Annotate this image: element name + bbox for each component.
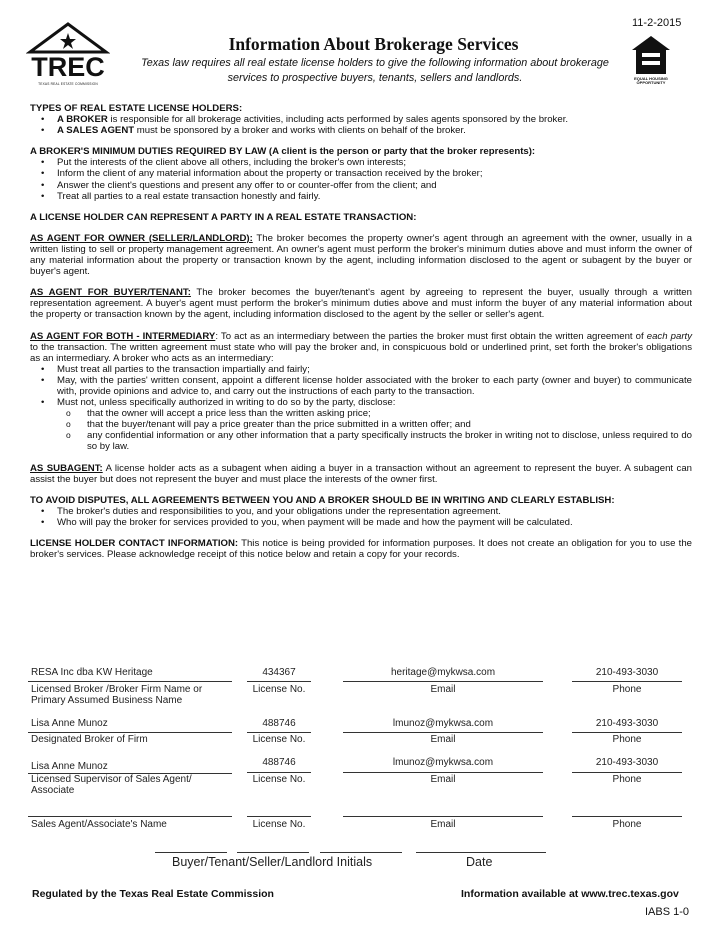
initials-line[interactable] — [237, 852, 309, 853]
email-label: Email — [430, 684, 456, 695]
list-item: • Put the interests of the client above all others, including the broker's own interests; — [57, 157, 692, 168]
footer-info: Information available at www.trec.texas.gov — [461, 888, 679, 900]
list-item: • The broker's duties and responsibilities to you, and your obligations under the representation agreement. — [57, 506, 692, 517]
buyer-agent-paragraph: AS AGENT FOR BUYER/TENANT: The broker becomes the buyer/tenant's agent by agreeing to represent the buyer, usually through a written representation agreement. A buyer's agent must perform the broker's minimum duties above and must inform the buyer of any material information about the property or transaction known by the agent, including information disclosed to the agent by the seller or seller's agent. — [30, 287, 692, 321]
sublist-item: o any confidential information or any other information that a party specifically instructs the broker in writing not to disclose, unless required to do so by law. — [87, 430, 692, 452]
list-item: • Must treat all parties to the transaction impartially and fairly; — [57, 364, 692, 375]
broker-firm-name-label: Licensed Broker /Broker Firm Name or Primary Assumed Business Name — [31, 684, 203, 706]
page-subtitle: Texas law requires all real estate license holders to give the following information about brokerage services to prospective buyers, tenants, sellers and landlords. — [141, 57, 609, 84]
initials-line[interactable] — [320, 852, 402, 853]
duties-heading: A BROKER'S MINIMUM DUTIES REQUIRED BY LAW (A client is the person or party that the broker represents): — [30, 146, 536, 158]
supervisor-name-field[interactable]: Lisa Anne Munoz — [31, 761, 108, 772]
signature-line — [343, 732, 543, 733]
types-heading: TYPES OF REAL ESTATE LICENSE HOLDERS: — [30, 103, 243, 114]
signature-line — [247, 681, 311, 682]
signature-line — [572, 772, 682, 773]
sales-agent-label: Sales Agent/Associate's Name — [31, 819, 167, 830]
supervisor-license-field[interactable]: 488746 — [262, 757, 296, 768]
phone-label: Phone — [612, 684, 642, 695]
sublist-item: o that the owner will accept a price less than the written asking price; — [87, 408, 692, 419]
broker-firm-phone-field[interactable]: 210-493-3030 — [595, 667, 659, 678]
license-label: License No. — [252, 819, 306, 830]
list-item: • Treat all parties to a real estate transaction honestly and fairly. — [57, 191, 692, 202]
designated-broker-email-field[interactable]: lmunoz@mykwsa.com — [392, 718, 494, 729]
supervisor-phone-field[interactable]: 210-493-3030 — [595, 757, 659, 768]
duties-list — [30, 157, 692, 201]
list-item: • Must not, unless specifically authorized in writing to do so by the party, disclose: o that the owner will accept a price less than the written asking price; o that the buyer/tenant will pay a price greater than the price submitted in a written offer; and o any confidential information or any other information that a party specifically instructs the broker in writing not to disclose, unless required to do so by law. — [57, 397, 692, 452]
intermediary-paragraph: AS AGENT FOR BOTH - INTERMEDIARY: To act as an intermediary between the parties the broker must first obtain the written agreement of each party to the transaction. The written agreement must state who will pay the broker and, in conspicuous bold or underlined print, set forth the broker's obligations as an intermediary. A broker who acts as an intermediary: — [30, 330, 692, 364]
broker-firm-name-field[interactable]: RESA Inc dba KW Heritage — [31, 667, 153, 678]
signature-line — [247, 732, 311, 733]
designated-broker-license-field[interactable]: 488746 — [262, 718, 296, 729]
signature-line — [572, 816, 682, 817]
disputes-heading: TO AVOID DISPUTES, ALL AGREEMENTS BETWEEN YOU AND A BROKER SHOULD BE IN WRITING AND CLEARLY ESTABLISH: — [30, 494, 615, 506]
contact-paragraph: LICENSE HOLDER CONTACT INFORMATION: This notice is being provided for information purposes. It does not create an obligation for you to use the broker's services. Please acknowledge receipt of this notice below and retain a copy for your records. — [30, 538, 692, 561]
email-label: Email — [430, 774, 456, 785]
signature-line — [572, 732, 682, 733]
list-item: • A BROKER is responsible for all brokerage activities, including acts performed by sales agents sponsored by the broker. — [57, 114, 692, 125]
signature-line — [28, 681, 232, 682]
email-label: Email — [430, 734, 456, 745]
license-label: License No. — [252, 734, 306, 745]
footer-regulated: Regulated by the Texas Real Estate Commission — [32, 888, 274, 900]
designated-broker-name-field[interactable]: Lisa Anne Munoz — [31, 718, 108, 729]
email-label: Email — [430, 819, 456, 830]
signature-line — [343, 772, 543, 773]
designated-broker-label: Designated Broker of Firm — [31, 734, 148, 745]
form-date: 11-2-2015 — [632, 17, 682, 29]
list-item: • Answer the client's questions and present any offer to or counter-offer from the client; and — [57, 180, 692, 191]
license-label: License No. — [252, 684, 306, 695]
subagent-paragraph: AS SUBAGENT: A license holder acts as a subagent when aiding a buyer in a transaction without an agreement to represent the buyer. A subagent can assist the buyer but does not represent the buyer and must place the interests of the owner first. — [30, 462, 692, 485]
signature-line — [572, 681, 682, 682]
date-label: Date — [466, 855, 493, 869]
phone-label: Phone — [612, 819, 642, 830]
designated-broker-phone-field[interactable]: 210-493-3030 — [595, 718, 659, 729]
sublist-item: o that the buyer/tenant will pay a price greater than the price submitted in a written offer; and — [87, 419, 692, 430]
signature-line — [28, 732, 232, 733]
list-item: • A SALES AGENT must be sponsored by a broker and works with clients on behalf of the broker. — [57, 125, 692, 136]
phone-label: Phone — [612, 774, 642, 785]
signature-line — [343, 681, 543, 682]
trec-logo-subtext: TEXAS REAL ESTATE COMMISSION — [38, 82, 98, 86]
list-item: • Inform the client of any material information about the property or transaction received by the broker; — [57, 168, 692, 179]
broker-firm-license-field[interactable]: 434367 — [262, 667, 296, 678]
signature-line — [28, 816, 232, 817]
list-item: • May, with the parties' written consent, appoint a different license holder associated with the broker to each party (owner and buyer) to communicate with, provide opinions and advice to, and carry out the instructions of each party to the transaction. — [57, 375, 692, 397]
form-id: IABS 1-0 — [645, 906, 690, 918]
types-list — [30, 114, 692, 136]
disclosure-sublist — [57, 408, 692, 452]
signature-line — [343, 816, 543, 817]
broker-firm-email-field[interactable]: heritage@mykwsa.com — [390, 667, 496, 678]
list-item: • Who will pay the broker for services provided to you, when payment will be made and how the payment will be calculated. — [57, 517, 692, 528]
disputes-list — [30, 506, 692, 528]
initials-label: Buyer/Tenant/Seller/Landlord Initials — [172, 855, 373, 869]
page-title: Information About Brokerage Services — [228, 34, 519, 54]
date-line[interactable] — [416, 852, 546, 853]
trec-logo-text: TREC — [31, 52, 105, 82]
owner-agent-paragraph: AS AGENT FOR OWNER (SELLER/LANDLORD): The broker becomes the property owner's agent through an agreement with the owner, usually in a written listing to sell or property management agreement. An owner's agent must perform the broker's minimum duties above and must inform the owner of any material information about the property or transaction known by the agent, including information disclosed to the agent or subagent by the buyer or buyer's agent. — [30, 232, 693, 278]
notice-body — [30, 103, 692, 560]
initials-line[interactable] — [155, 852, 227, 853]
supervisor-label: Licensed Supervisor of Sales Agent/ Associate — [31, 774, 192, 796]
phone-label: Phone — [612, 734, 642, 745]
represent-heading: A LICENSE HOLDER CAN REPRESENT A PARTY IN A REAL ESTATE TRANSACTION: — [30, 211, 417, 223]
signature-line — [247, 816, 311, 817]
equal-housing-text: EQUAL HOUSING OPPORTUNITY — [634, 76, 668, 86]
supervisor-email-field[interactable]: lmunoz@mykwsa.com — [392, 757, 494, 768]
signature-line — [247, 772, 311, 773]
license-label: License No. — [252, 774, 306, 785]
intermediary-list — [30, 364, 692, 453]
